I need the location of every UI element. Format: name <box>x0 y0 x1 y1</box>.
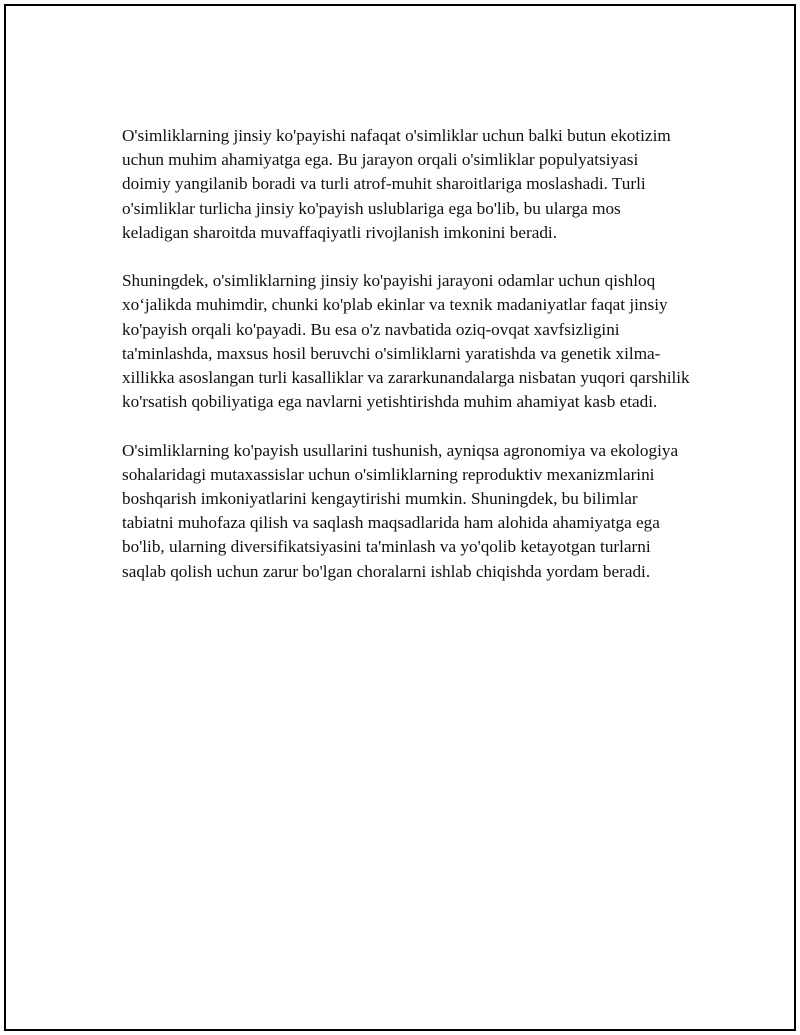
paragraph-2: Shuningdek, o'simliklarning jinsiy ko'payishi jarayoni odamlar uchun qishloq xo‘jalikda muhimdir, chunki ko'plab ekinlar va texnik madaniyatlar faqat jinsiy ko'payish orqali ko'payadi. Bu esa o'z navbatida oziq-ovqat xavfsizligini ta'minlashda, maxsus hosil beruvchi o'simliklarni yaratishda va genetik xilma-xillikka asoslangan turli kasalliklar va zararkunandalarga nisbatan yuqori qarshilik ko'rsatish qobiliyatiga ega navlarni yetishtirishda muhim ahamiyat kasb etadi. <box>122 271 690 412</box>
page-frame <box>4 4 796 1031</box>
paragraph-1: O'simliklarning jinsiy ko'payishi nafaqat o'simliklar uchun balki butun ekotizim uchun muhim ahamiyatga ega. Bu jarayon orqali o'simliklar populyatsiyasi doimiy yangilanib boradi va turli atrof-muhit sharoitlariga moslashadi. Turli o'simliklar turlicha jinsiy ko'payish uslublariga ega bo'lib, bu ularga mos keladigan sharoitda muvaffaqiyatli rivojlanish imkonini beradi. <box>122 126 671 242</box>
document-body <box>122 124 690 608</box>
paragraph-3: O'simliklarning ko'payish usullarini tushunish, ayniqsa agronomiya va ekologiya sohalaridagi mutaxassislar uchun o'simliklarning reproduktiv mexanizmlarini boshqarish imkoniyatlarini kengaytirishi mumkin. Shuningdek, bu bilimlar tabiatni muhofaza qilish va saqlash maqsadlarida ham alohida ahamiyatga ega bo'lib, ularning diversifikatsiyasini ta'minlash va yo'qolib ketayotgan turlarni saqlab qolish uchun zarur bo'lgan choralarni ishlab chiqishda yordam beradi. <box>122 440 679 581</box>
